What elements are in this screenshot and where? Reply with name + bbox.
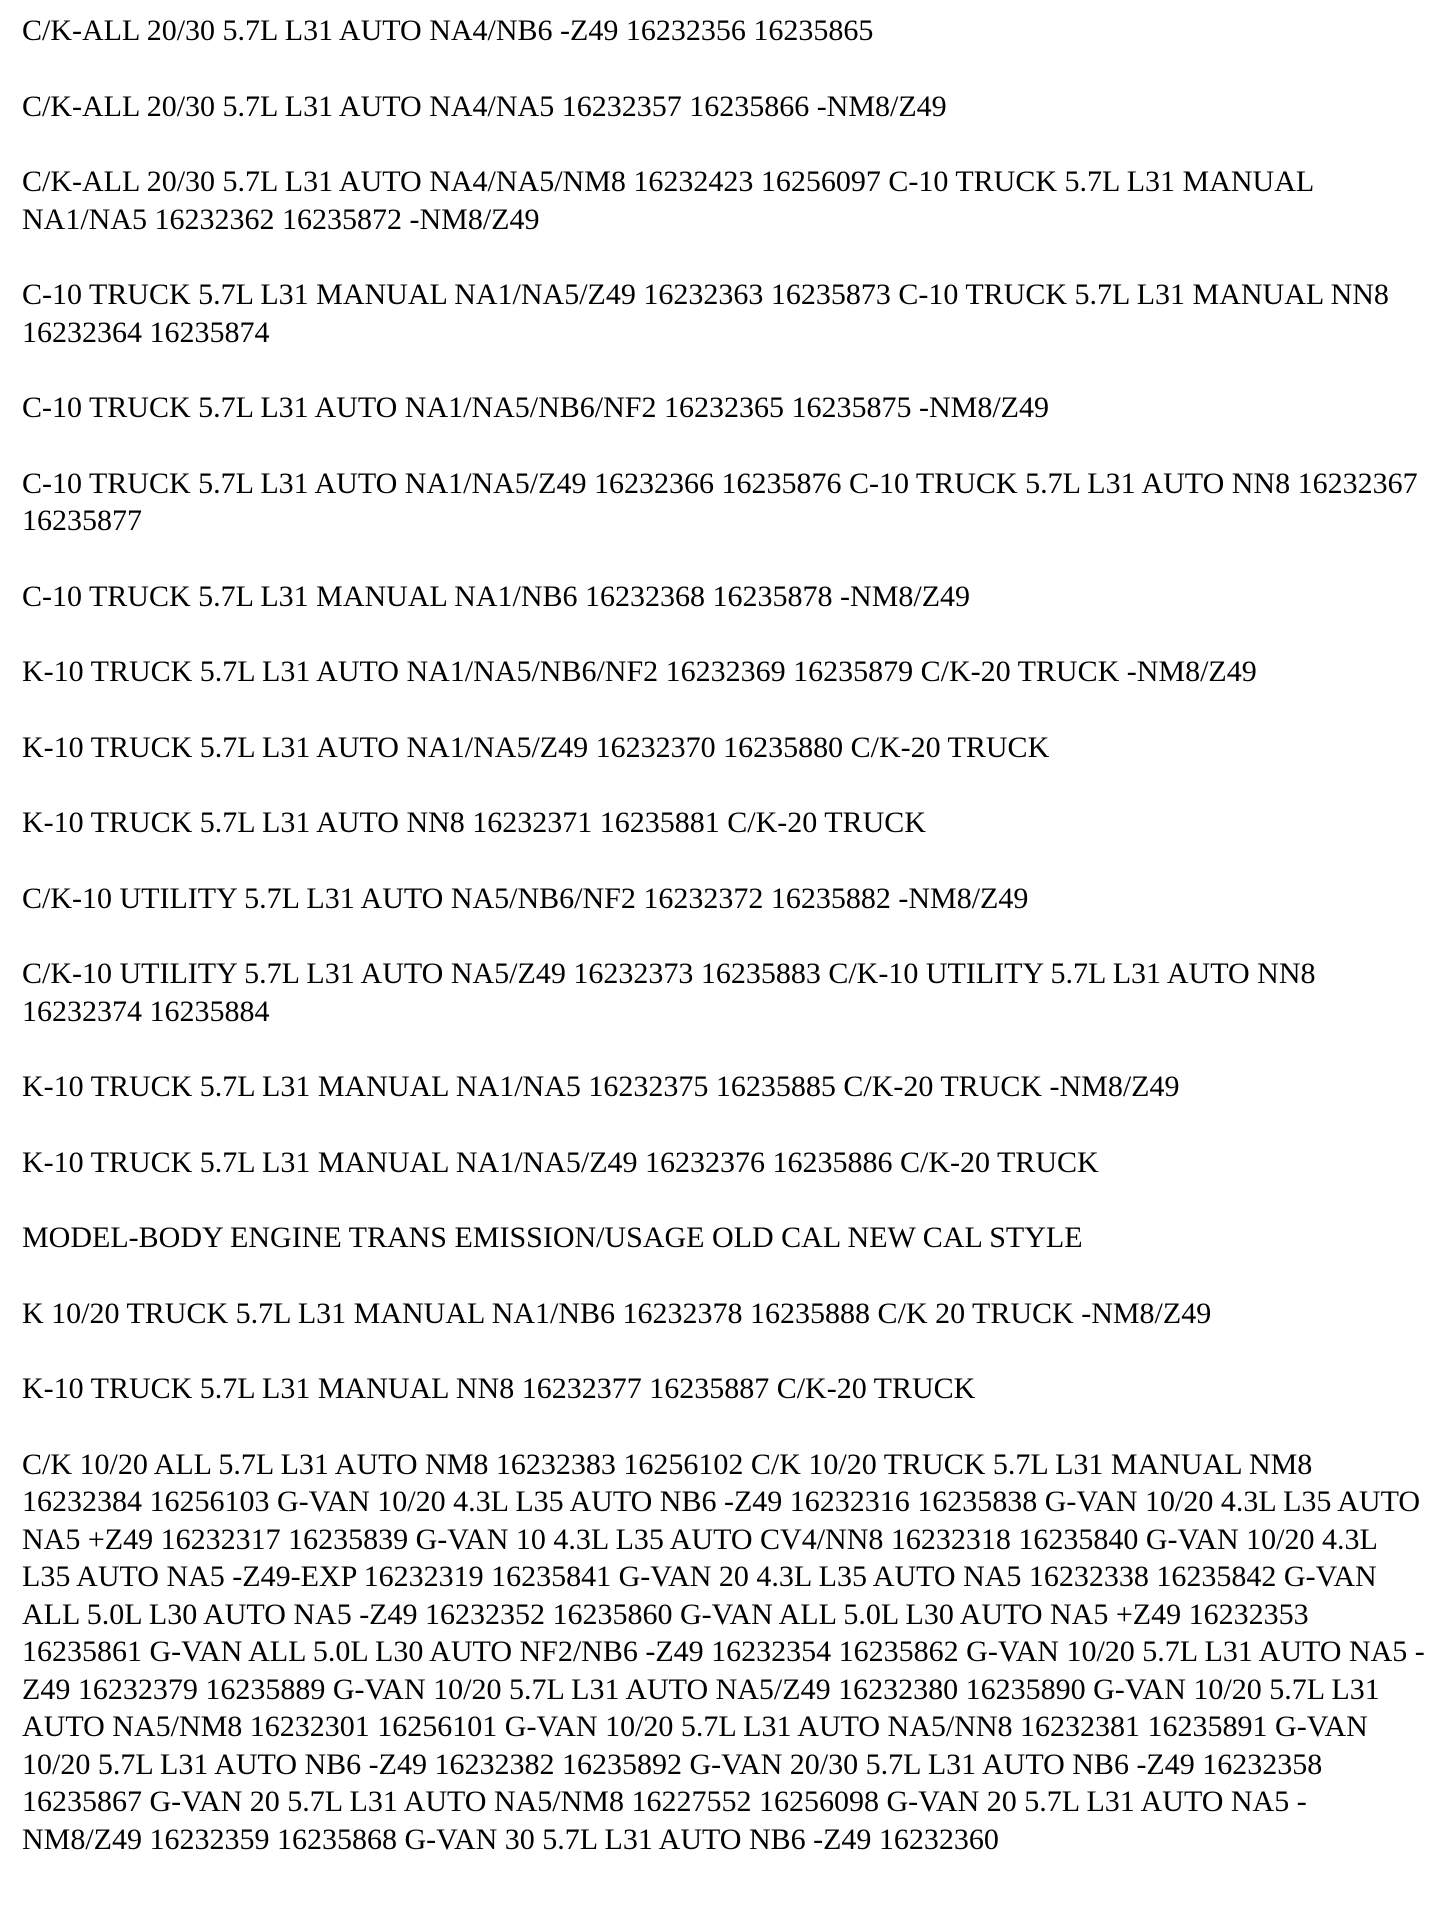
calibration-paragraph: K-10 TRUCK 5.7L L31 AUTO NA1/NA5/Z49 16232370 16235880 C/K-20 TRUCK (22, 730, 1050, 764)
calibration-paragraph: K-10 TRUCK 5.7L L31 AUTO NA1/NA5/NB6/NF2 16232369 16235879 C/K-20 TRUCK -NM8/Z49 (22, 655, 1257, 688)
calibration-paragraph: C-10 TRUCK 5.7L L31 AUTO NA1/NA5/Z49 16232366 16235876 C-10 TRUCK 5.7L L31 AUTO NN8 16232367 16235877 (22, 466, 1418, 537)
calibration-paragraph: C/K-10 UTILITY 5.7L L31 AUTO NA5/Z49 16232373 16235883 C/K-10 UTILITY 5.7L L31 AUTO NN8 16232374 16235884 (22, 957, 1316, 1028)
calibration-paragraph: C/K-10 UTILITY 5.7L L31 AUTO NA5/NB6/NF2 16232372 16235882 -NM8/Z49 (22, 881, 1029, 915)
calibration-paragraph: K-10 TRUCK 5.7L L31 MANUAL NN8 16232377 16235887 C/K-20 TRUCK (22, 1372, 976, 1405)
calibration-paragraph: MODEL-BODY ENGINE TRANS EMISSION/USAGE OLD CAL NEW CAL STYLE (22, 1221, 1083, 1254)
calibration-paragraph: C-10 TRUCK 5.7L L31 AUTO NA1/NA5/NB6/NF2 16232365 16235875 -NM8/Z49 (22, 391, 1049, 424)
calibration-paragraph: K 10/20 TRUCK 5.7L L31 MANUAL NA1/NB6 16232378 16235888 C/K 20 TRUCK -NM8/Z49 (22, 1296, 1212, 1330)
calibration-paragraph: C-10 TRUCK 5.7L L31 MANUAL NA1/NB6 16232368 16235878 -NM8/Z49 (22, 579, 971, 613)
calibration-paragraph: K-10 TRUCK 5.7L L31 AUTO NN8 16232371 16235881 C/K-20 TRUCK (22, 806, 926, 839)
calibration-paragraph: C/K 10/20 ALL 5.7L L31 AUTO NM8 16232383 16256102 C/K 10/20 TRUCK 5.7L L31 MANUAL NM8 16232384 16256103 G-VAN 10/20 4.3L L35 AUTO NB6 -Z49 16232316 16235838 G-VAN 10/20 4.3L L35 AUTO NA5 +Z49 16232317 16235839 G-VAN 10 4.3L L35 AUTO CV4/NN8 16232318 16235840 G-VAN 10/20 4.3L L35 AUTO NA5 -Z49-EXP 16232319 16235841 G-VAN 20 4.3L L35 AUTO NA5 16232338 16235842 G-VAN ALL 5.0L L30 AUTO NA5 -Z49 16232352 16235860 G-VAN ALL 5.0L L30 AUTO NA5 +Z49 16232353 16235861 G-VAN ALL 5.0L L30 AUTO NF2/NB6 -Z49 16232354 16235862 G-VAN 10/20 5.7L L31 AUTO NA5 -Z49 16232379 16235889 G-VAN 10/20 5.7L L31 AUTO NA5/Z49 16232380 16235890 G-VAN 10/20 5.7L L31 AUTO NA5/NM8 16232301 16256101 G-VAN 10/20 5.7L L31 AUTO NA5/NN8 16232381 16235891 G-VAN 10/20 5.7L L31 AUTO NB6 -Z49 16232382 16235892 G-VAN 20/30 5.7L L31 AUTO NB6 -Z49 16232358 16235867 G-VAN 20 5.7L L31 AUTO NA5/NM8 16227552 16256098 G-VAN 20 5.7L L31 AUTO NA5 -NM8/Z49 16232359 16235868 G-VAN 30 5.7L L31 AUTO NB6 -Z49 16232360 (22, 1447, 1425, 1856)
calibration-paragraph: K-10 TRUCK 5.7L L31 MANUAL NA1/NA5/Z49 16232376 16235886 C/K-20 TRUCK (22, 1145, 1099, 1179)
calibration-paragraph: K-10 TRUCK 5.7L L31 MANUAL NA1/NA5 16232375 16235885 C/K-20 TRUCK -NM8/Z49 (22, 1070, 1180, 1103)
calibration-paragraph: C/K-ALL 20/30 5.7L L31 AUTO NA4/NB6 -Z49 16232356 16235865 (22, 14, 874, 47)
calibration-paragraph: C/K-ALL 20/30 5.7L L31 AUTO NA4/NA5 16232357 16235866 -NM8/Z49 (22, 89, 947, 123)
calibration-paragraph: C/K-ALL 20/30 5.7L L31 AUTO NA4/NA5/NM8 16232423 16256097 C-10 TRUCK 5.7L L31 MANUAL NA1/NA5 16232362 16235872 -NM8/Z49 (22, 165, 1314, 236)
calibration-paragraph: C-10 TRUCK 5.7L L31 MANUAL NA1/NA5/Z49 16232363 16235873 C-10 TRUCK 5.7L L31 MANUAL NN8 16232364 16235874 (22, 278, 1389, 349)
